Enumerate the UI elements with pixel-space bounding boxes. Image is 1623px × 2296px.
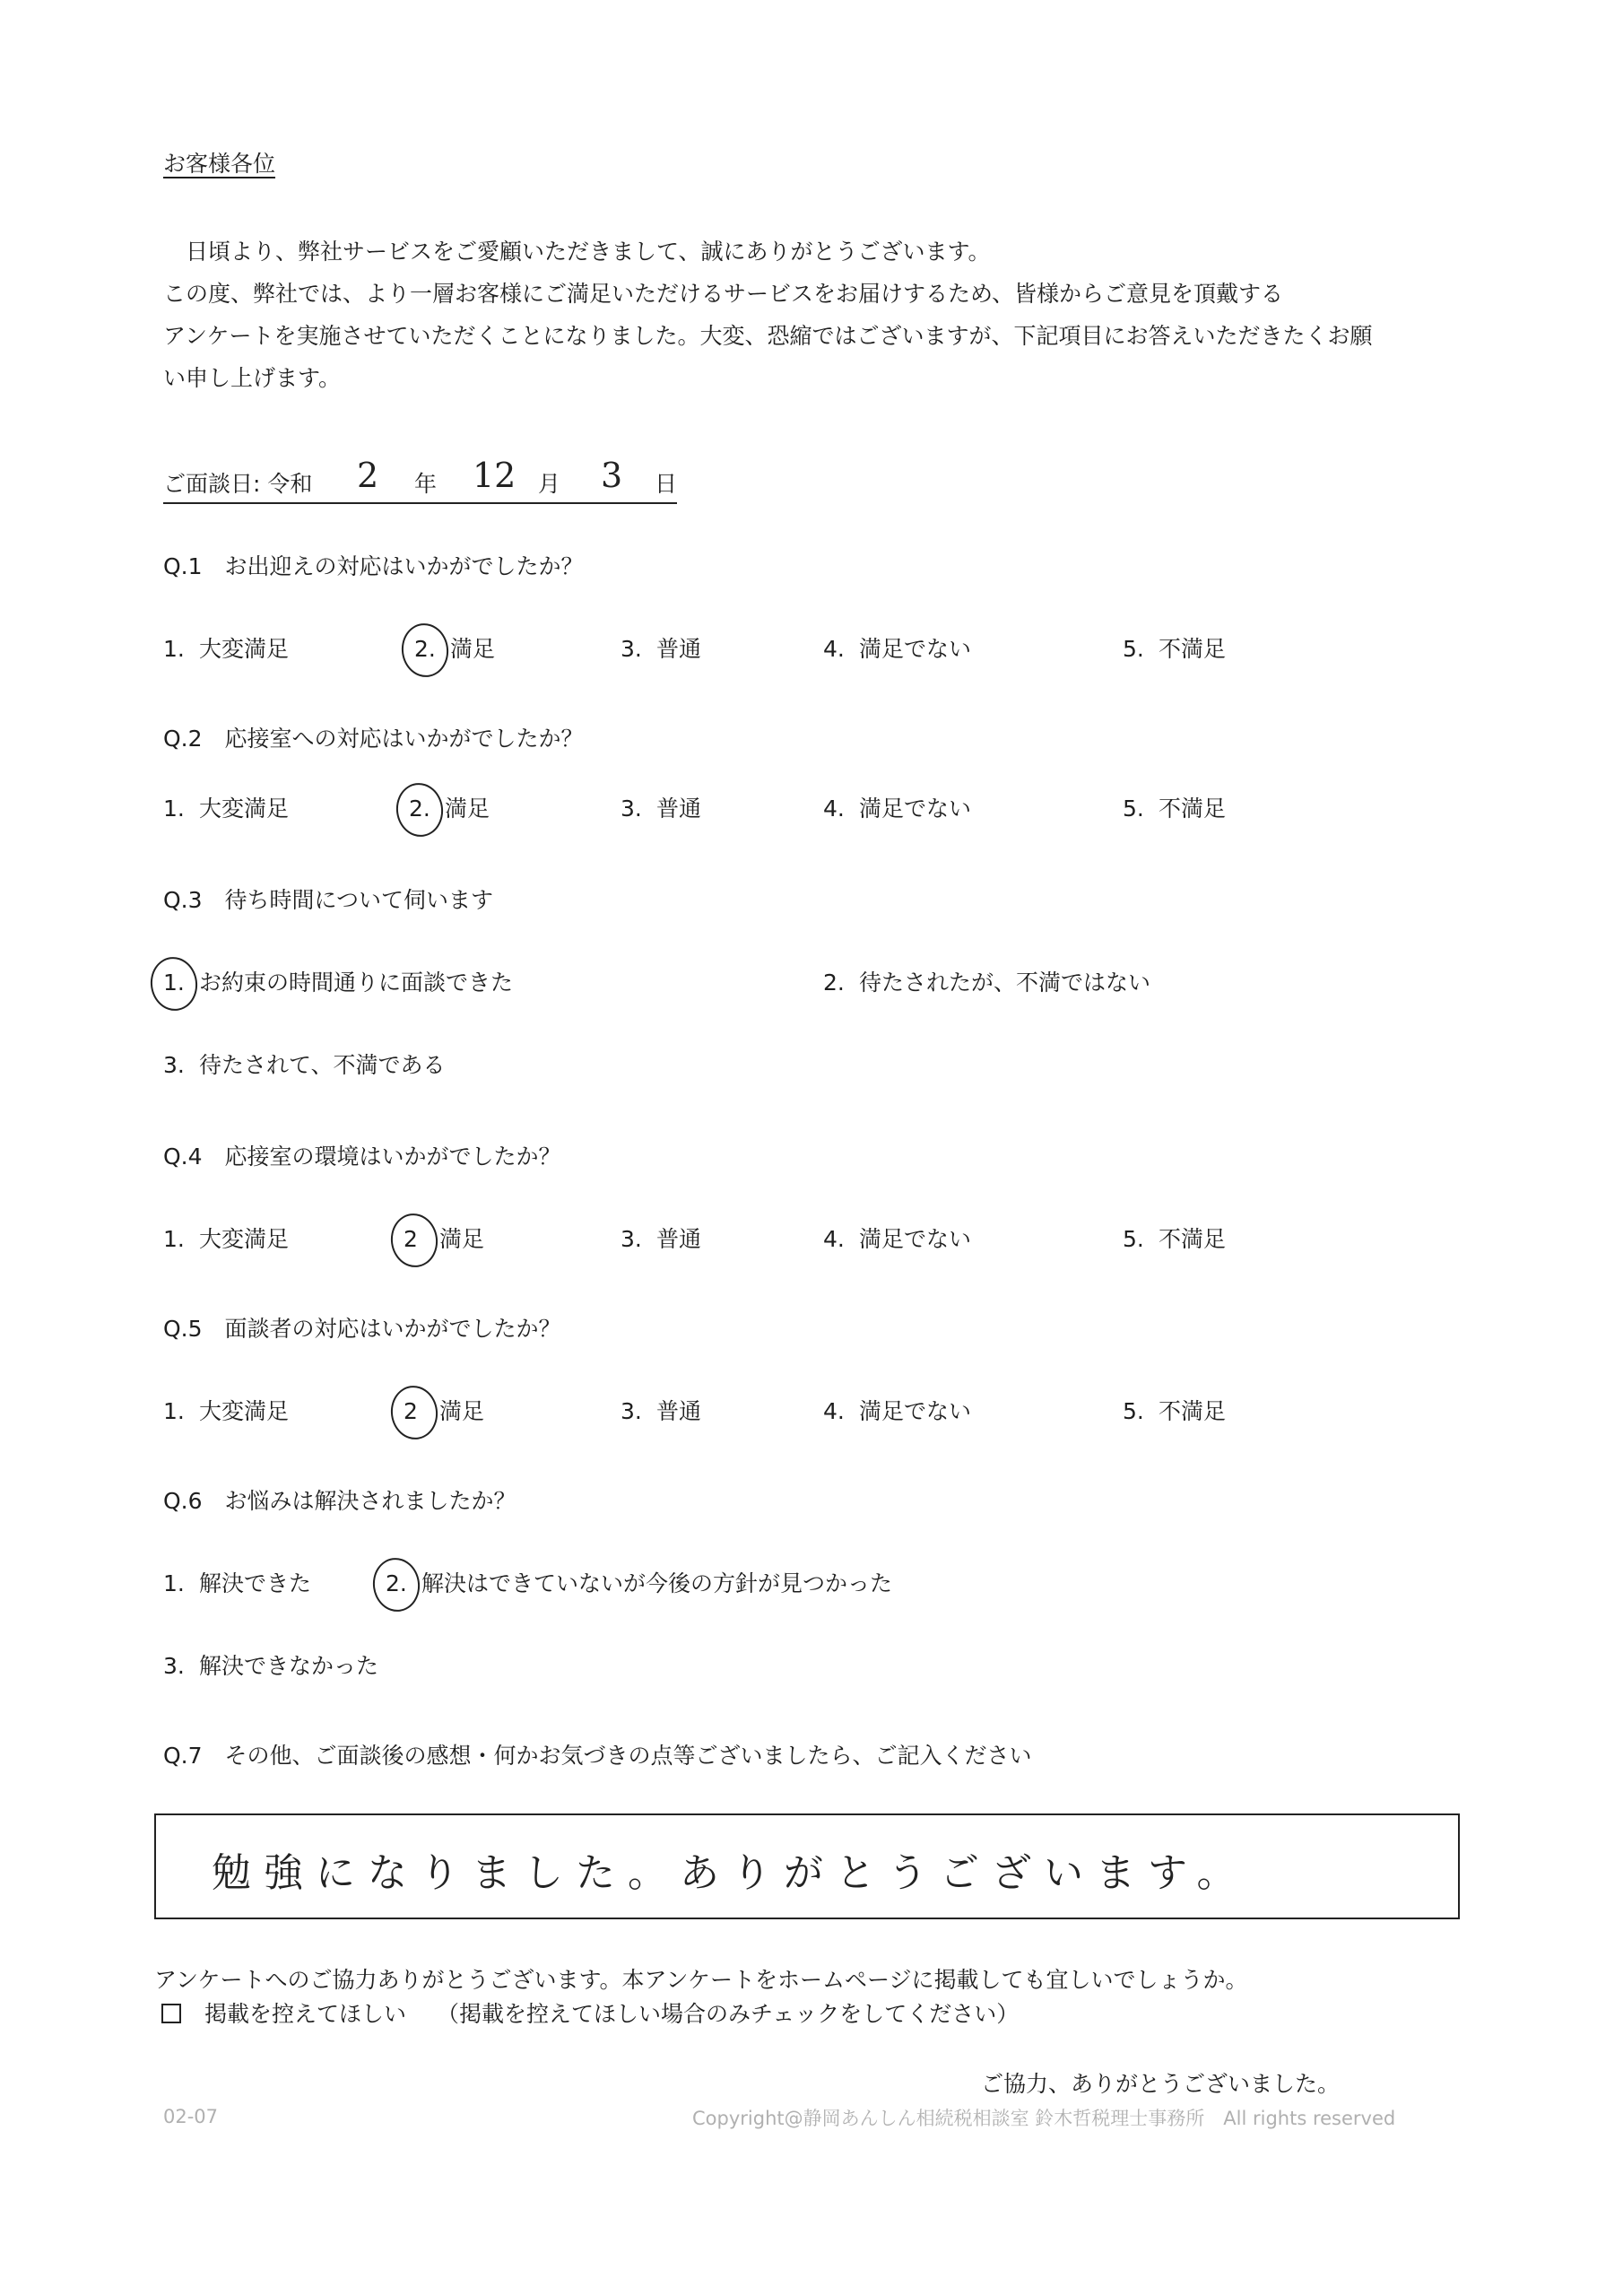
date-month-unit: 月 — [538, 471, 561, 497]
q2-option-1-num: 1. — [163, 796, 185, 822]
q4-option-4-num: 4. — [823, 1226, 845, 1252]
date-day-unit: 日 — [655, 471, 678, 497]
q5-option-2-label: 満足 — [439, 1398, 485, 1424]
q1-option-2-num: 2. — [414, 636, 436, 662]
q1-option-5-num: 5. — [1123, 636, 1144, 662]
q3-option-3-num: 3. — [163, 1052, 185, 1078]
q4-option-1-num: 1. — [163, 1226, 185, 1252]
intro-line-1: 日頃より、弊社サービスをご愛顧いただきまして、誠にありがとうございます。 — [163, 239, 991, 265]
q5-option-4-num: 4. — [823, 1398, 845, 1424]
date-label: ご面談日: 令和 — [163, 471, 313, 497]
closing-thanks: ご協力、ありがとうございました。 — [981, 2071, 1341, 2097]
q5-option-2-num: 2 — [404, 1398, 418, 1424]
form-code: 02-07 — [163, 2106, 219, 2127]
q2-option-4[interactable] — [823, 791, 971, 823]
q5-option-1-label: 大変満足 — [199, 1398, 290, 1424]
q4-option-3[interactable] — [621, 1222, 701, 1254]
date-line — [163, 456, 678, 504]
q4-text: Q.4 応接室の環境はいかがでしたか？ — [163, 1144, 561, 1170]
q3-text: Q.3 待ち時間について伺います — [163, 887, 494, 913]
q3-option-3[interactable] — [163, 1048, 446, 1080]
q1-option-3-num: 3. — [621, 636, 642, 662]
q5-option-5-label: 不満足 — [1159, 1398, 1227, 1424]
q4-option-3-num: 3. — [621, 1226, 642, 1252]
q1-option-5-label: 不満足 — [1159, 636, 1227, 662]
q4-option-2[interactable] — [404, 1222, 484, 1254]
q7-answer-box[interactable] — [154, 1813, 1460, 1919]
q3-option-1-num: 1. — [163, 970, 185, 996]
q5-option-4-label: 満足でない — [859, 1398, 972, 1424]
q4-option-3-label: 普通 — [656, 1226, 702, 1252]
intro-line-2: この度、弊社では、より一層お客様にご満足いただけるサービスをお届けするため、皆様からご意見を頂戴する — [163, 281, 1284, 307]
q2-option-3[interactable] — [621, 791, 701, 823]
q5-text: Q.5 面談者の対応はいかがでしたか？ — [163, 1316, 561, 1342]
intro-paragraph — [163, 230, 1373, 399]
q5-option-3-num: 3. — [621, 1398, 642, 1424]
q2-option-3-label: 普通 — [656, 796, 702, 822]
q4-option-2-label: 満足 — [439, 1226, 485, 1252]
q3-option-1[interactable] — [163, 965, 513, 997]
q2-option-2[interactable] — [409, 791, 490, 823]
q5-option-5-num: 5. — [1123, 1398, 1144, 1424]
q6-option-2-num: 2. — [386, 1570, 407, 1596]
date-day[interactable]: 3 — [601, 456, 623, 495]
q4-option-1[interactable] — [163, 1222, 289, 1254]
q5-option-3[interactable] — [621, 1394, 701, 1426]
q6-option-1-num: 1. — [163, 1570, 185, 1596]
q4-option-4[interactable] — [823, 1222, 971, 1254]
q2-option-1-label: 大変満足 — [199, 796, 290, 822]
q4-option-5-label: 不満足 — [1159, 1226, 1227, 1252]
q1-option-5[interactable] — [1123, 631, 1226, 664]
publish-opt-out-label: 掲載を控えてほしい — [204, 2001, 407, 2027]
q3-option-2-num: 2. — [823, 970, 845, 996]
selected-circle-mark — [369, 1555, 423, 1615]
q6-option-1-label: 解決できた — [199, 1570, 312, 1596]
q7-text: Q.7 その他、ご面談後の感想・何かお気づきの点等ございましたら、ご記入ください — [163, 1743, 1032, 1769]
q2-option-4-label: 満足でない — [859, 796, 972, 822]
q3-option-1-label: お約束の時間通りに面談できた — [199, 970, 514, 996]
q4-option-2-num: 2 — [404, 1226, 418, 1252]
selected-circle-mark — [387, 1383, 441, 1443]
q6-option-2-label: 解決はできていないが今後の方針が見つかった — [421, 1570, 893, 1596]
q4-option-4-label: 満足でない — [859, 1226, 972, 1252]
intro-line-3: アンケートを実施させていただくことになりました。大変、恐縮ではございますが、下記項目にお答えいただきたくお願 — [163, 323, 1373, 349]
q3-option-2-label: 待たされたが、不満ではない — [859, 970, 1151, 996]
q7-handwritten-answer: 勉強になりました。ありがとうございます。 — [212, 1850, 1249, 1896]
q1-option-2[interactable] — [414, 631, 495, 664]
q5-option-5[interactable] — [1123, 1394, 1226, 1426]
q5-option-1[interactable] — [163, 1394, 289, 1426]
date-year[interactable]: 2 — [357, 456, 379, 495]
date-month[interactable]: 12 — [473, 456, 516, 495]
q5-option-2[interactable] — [404, 1394, 484, 1426]
publish-opt-out-row — [161, 1996, 1019, 2029]
selected-circle-mark — [387, 1211, 441, 1271]
q5-option-3-label: 普通 — [656, 1398, 702, 1424]
q2-option-5[interactable] — [1123, 791, 1226, 823]
q2-option-3-num: 3. — [621, 796, 642, 822]
salutation: お客様各位 — [163, 151, 276, 177]
q3-option-2[interactable] — [823, 965, 1150, 997]
q1-option-2-label: 満足 — [450, 636, 496, 662]
q6-text: Q.6 お悩みは解決されましたか？ — [163, 1488, 516, 1514]
q5-option-4[interactable] — [823, 1394, 971, 1426]
q6-option-1[interactable] — [163, 1566, 311, 1598]
consent-question: アンケートへのご協力ありがとうございます。本アンケートをホームページに掲載しても宜しいでしょうか。 — [154, 1967, 1248, 1993]
q1-option-4-label: 満足でない — [859, 636, 972, 662]
q3-option-3-label: 待たされて、不満である — [199, 1052, 446, 1078]
q2-option-2-label: 満足 — [445, 796, 490, 822]
q2-option-5-num: 5. — [1123, 796, 1144, 822]
q1-option-3[interactable] — [621, 631, 701, 664]
q2-option-2-num: 2. — [409, 796, 430, 822]
q1-option-1-label: 大変満足 — [199, 636, 290, 662]
selected-circle-mark — [398, 621, 452, 681]
q2-option-1[interactable] — [163, 791, 289, 823]
q2-text: Q.2 応接室への対応はいかがでしたか？ — [163, 726, 584, 752]
q4-option-5[interactable] — [1123, 1222, 1226, 1254]
publish-opt-out-note: （掲載を控えてほしい場合のみチェックをしてください） — [437, 2001, 1020, 2027]
q6-option-3-label: 解決できなかった — [199, 1653, 379, 1679]
q1-option-1[interactable] — [163, 631, 289, 664]
publish-opt-out-checkbox[interactable] — [161, 2004, 181, 2023]
q2-option-5-label: 不満足 — [1159, 796, 1227, 822]
q5-option-1-num: 1. — [163, 1398, 185, 1424]
q1-text: Q.1 お出迎えの対応はいかがでしたか？ — [163, 553, 584, 579]
date-year-unit: 年 — [414, 471, 438, 497]
q6-option-2[interactable] — [386, 1566, 892, 1598]
q1-option-1-num: 1. — [163, 636, 185, 662]
copyright-notice: Copyright@静岡あんしん相続税相談室 鈴木哲税理士事務所 All rights reserved — [692, 2108, 1396, 2129]
intro-line-4: い申し上げます。 — [163, 365, 342, 391]
q1-option-3-label: 普通 — [656, 636, 702, 662]
q1-option-4[interactable] — [823, 631, 971, 664]
q2-option-4-num: 4. — [823, 796, 845, 822]
q1-option-4-num: 4. — [823, 636, 845, 662]
q4-option-1-label: 大変満足 — [199, 1226, 290, 1252]
selected-circle-mark — [147, 954, 201, 1014]
q6-option-3-num: 3. — [163, 1653, 185, 1679]
selected-circle-mark — [393, 780, 447, 840]
q6-option-3[interactable] — [163, 1648, 378, 1681]
q4-option-5-num: 5. — [1123, 1226, 1144, 1252]
